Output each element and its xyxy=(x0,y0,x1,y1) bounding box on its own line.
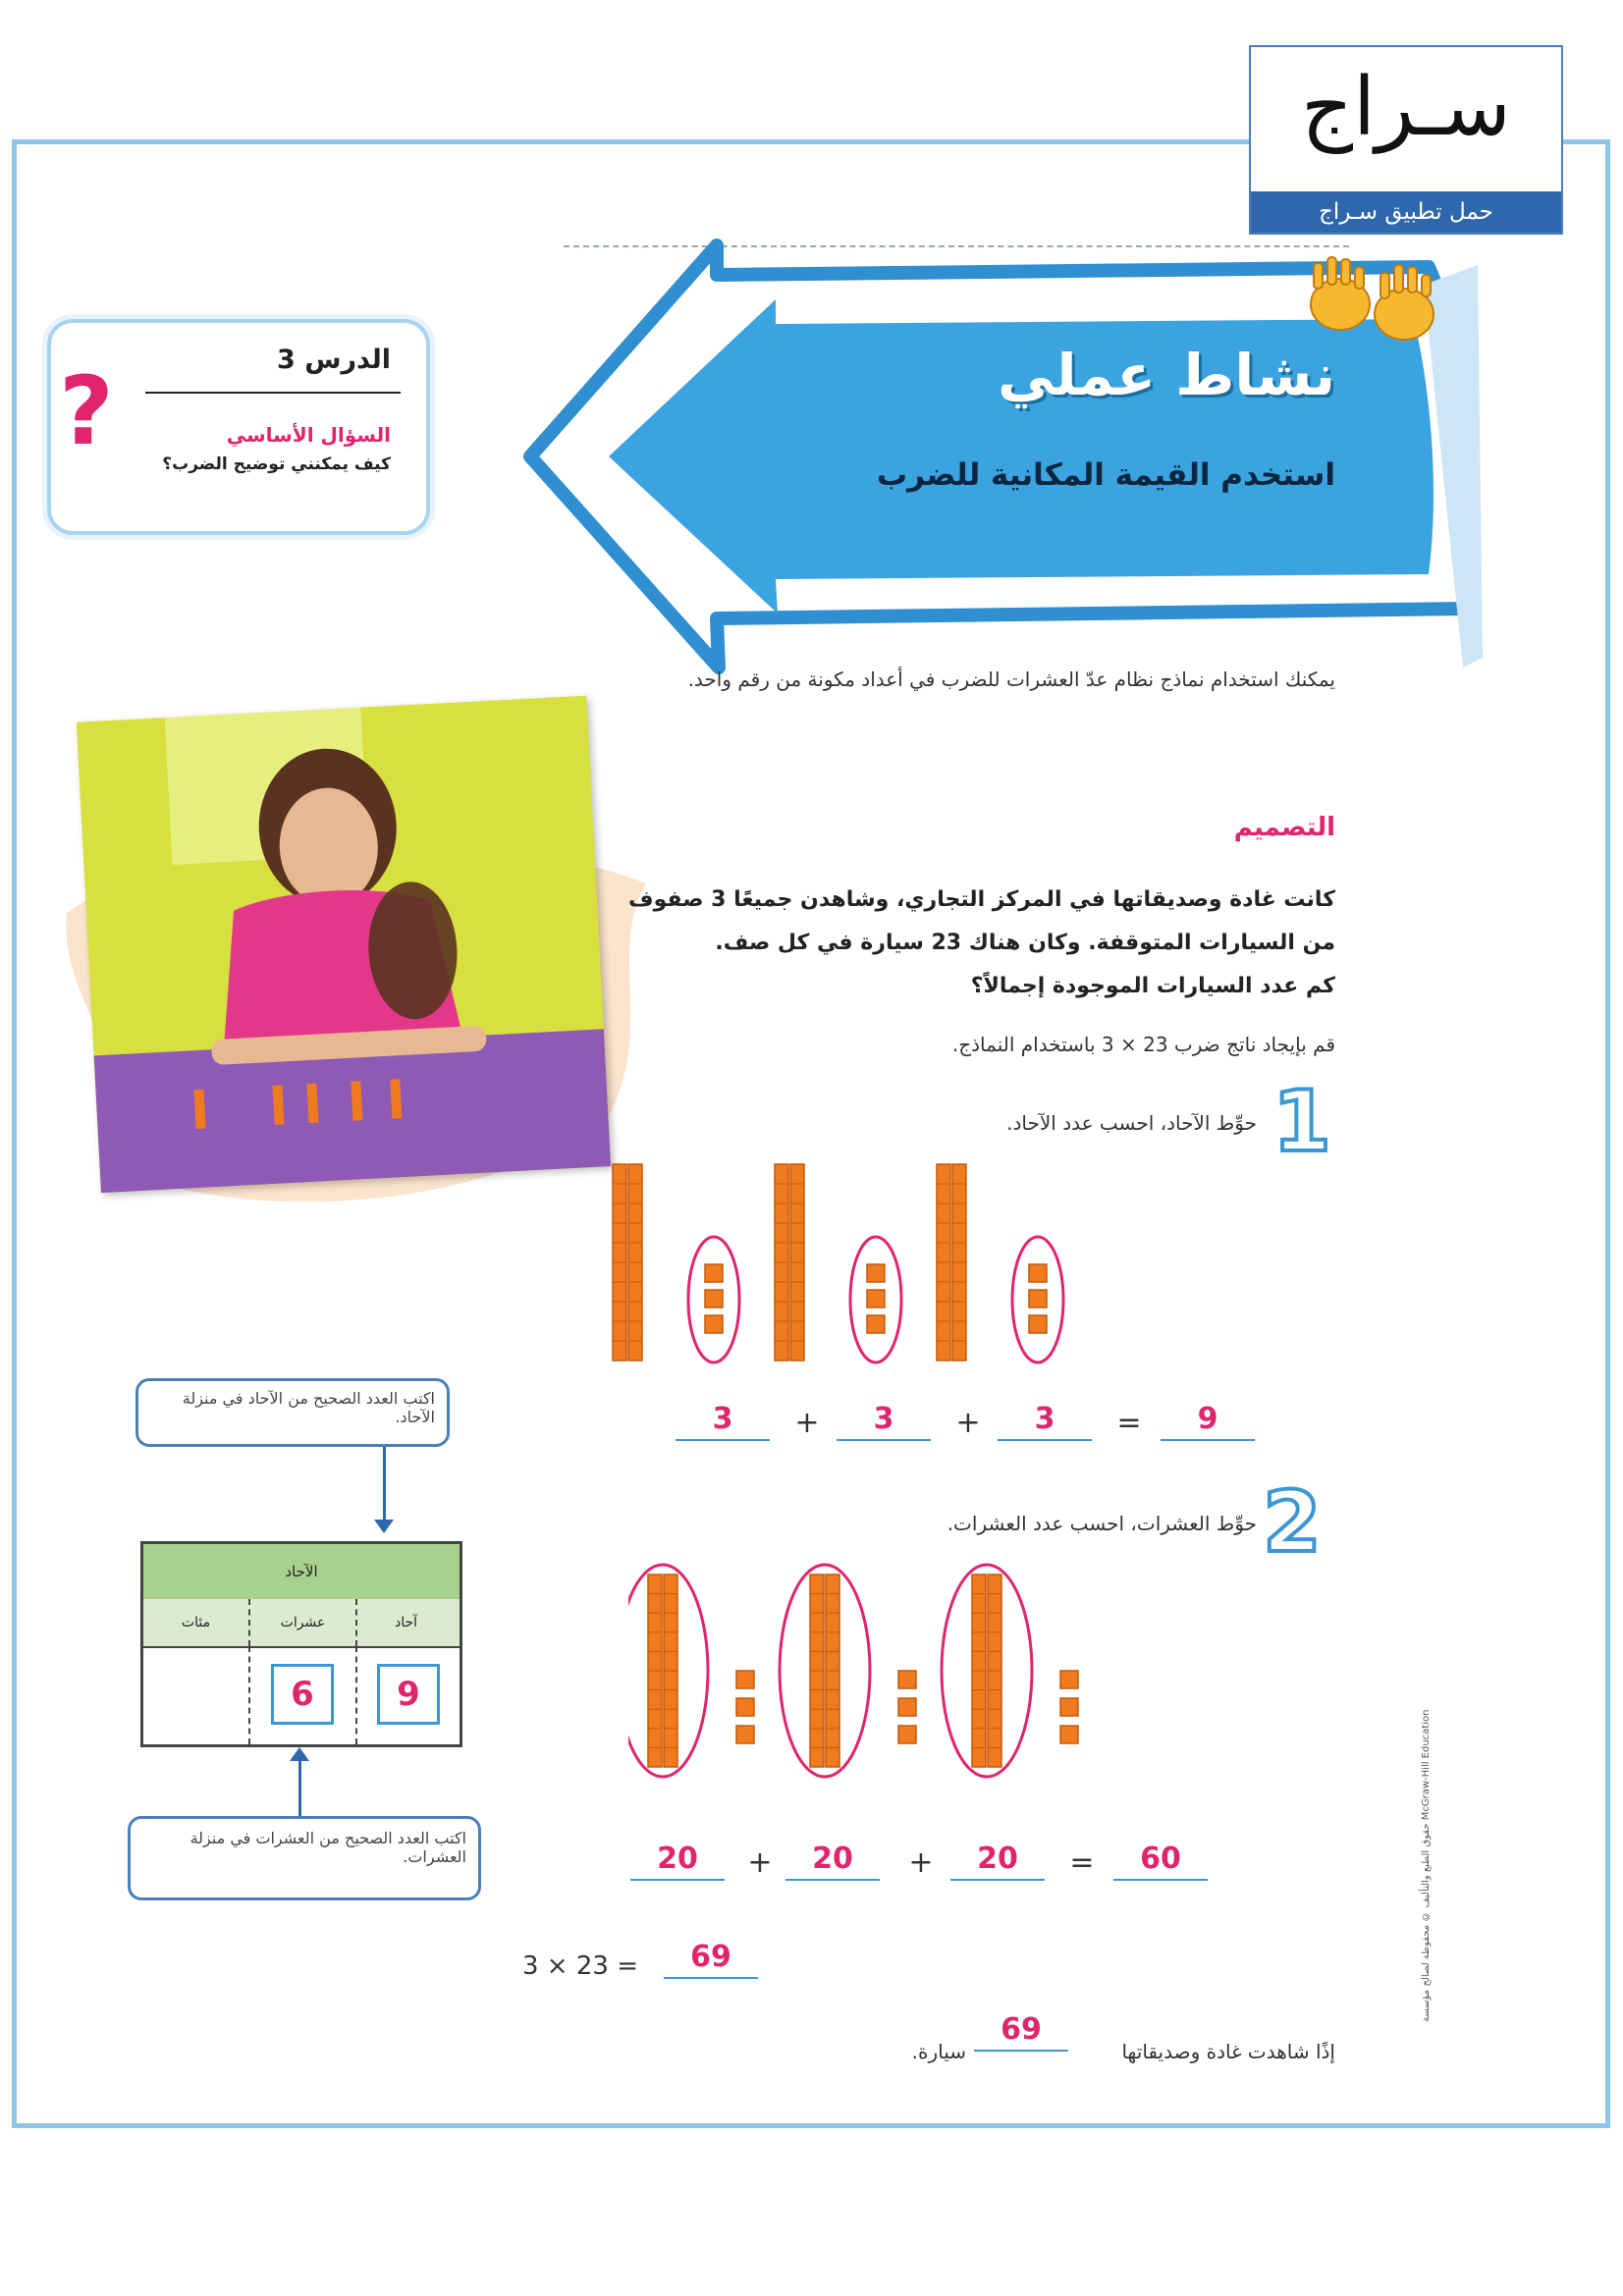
unit-cube xyxy=(867,1315,885,1333)
design-heading: التصميم xyxy=(1233,813,1335,842)
unit-cube xyxy=(705,1264,723,1282)
unit-cube xyxy=(898,1726,916,1743)
problem-line: كم عدد السيارات الموجودة إجمالاً؟ xyxy=(970,974,1335,998)
ones-sum-equation xyxy=(676,1402,1265,1449)
circled-group xyxy=(780,1565,870,1777)
tens-term[interactable]: 20 xyxy=(950,1842,1045,1881)
plus-sign: + xyxy=(955,1406,981,1440)
unit-cube xyxy=(1060,1698,1078,1716)
pv-col-ones: آحاد xyxy=(394,1615,418,1630)
unit-cube xyxy=(1029,1315,1047,1333)
lesson-card xyxy=(47,319,430,535)
plus-sign: + xyxy=(747,1845,773,1880)
unit-cube xyxy=(705,1315,723,1333)
step-2-number: 2 xyxy=(1263,1473,1322,1572)
conclusion-after: سيارة. xyxy=(911,2040,966,2063)
step-2-text: حوِّط العشرات، احسب عدد العشرات. xyxy=(947,1512,1257,1535)
ones-term[interactable]: 3 xyxy=(998,1402,1092,1441)
pv-divider xyxy=(355,1646,357,1744)
lesson-title: الدرس 3 xyxy=(277,345,391,375)
pv-column-headers xyxy=(143,1599,460,1648)
unit-cube xyxy=(898,1698,916,1716)
tens-term[interactable]: 20 xyxy=(630,1842,725,1881)
pv-col-tens: عشرات xyxy=(248,1599,357,1646)
unit-cube xyxy=(1029,1290,1047,1308)
base-ten-blocks-ones xyxy=(603,1162,1094,1378)
logo-word: سـراج xyxy=(1301,61,1511,154)
problem-line: من السيارات المتوقفة. وكان هناك 23 سيارة في كل صف. xyxy=(715,931,1335,955)
essential-question-text: كيف يمكنني توضيح الضرب؟ xyxy=(162,454,391,474)
pv-tens-box[interactable]: 6 xyxy=(271,1664,334,1725)
instruction-text: قم بإيجاد ناتج ضرب 23 × 3 باستخدام النماذج. xyxy=(951,1033,1335,1056)
arrow-up-line xyxy=(298,1757,301,1816)
note-tens: اكتب العدد الصحيح من العشرات في منزلة العشرات. xyxy=(128,1816,481,1900)
intro-text: يمكنك استخدام نماذج نظام عدّ العشرات للضرب في أعداد مكونة من رقم واحد. xyxy=(687,667,1335,691)
tens-term[interactable]: 20 xyxy=(785,1842,880,1881)
base-ten-blocks-tens xyxy=(628,1563,1119,1789)
banner-subtitle: استخدم القيمة المكانية للضرب xyxy=(876,457,1335,493)
tens-result[interactable]: 60 xyxy=(1113,1842,1208,1881)
ones-term[interactable]: 3 xyxy=(676,1402,770,1441)
pv-ones-box[interactable]: 9 xyxy=(377,1664,440,1725)
lesson-rule xyxy=(145,392,401,394)
copyright-side-text: حقوق الطبع والتأليف © محفوظة لصالح مؤسسة McGraw-Hill Education xyxy=(1421,1709,1432,2022)
pv-col-hundreds: مئات xyxy=(181,1615,211,1630)
unit-cube xyxy=(736,1671,754,1688)
arrow-up-icon xyxy=(290,1747,309,1761)
girl-photo xyxy=(77,696,611,1194)
problem-text xyxy=(609,879,1335,1008)
step-1-number: 1 xyxy=(1272,1073,1331,1171)
arrow-down-icon xyxy=(374,1520,394,1533)
unit-cube xyxy=(867,1290,885,1308)
conclusion-before: إذًا شاهدت غادة وصديقاتها xyxy=(1121,2040,1335,2063)
tens-sum-equation xyxy=(630,1842,1219,1889)
equals-sign: = xyxy=(1069,1845,1095,1880)
arrow-down-line xyxy=(383,1447,386,1525)
equals-sign: = xyxy=(1116,1406,1142,1440)
unit-cube xyxy=(1060,1726,1078,1743)
unit-cube xyxy=(1029,1264,1047,1282)
product-expression: 3 × 23 = xyxy=(522,1951,638,1981)
ones-result[interactable]: 9 xyxy=(1161,1402,1255,1441)
banner-title: نشاط عملي xyxy=(998,342,1335,408)
unit-cube xyxy=(898,1671,916,1688)
unit-cube xyxy=(736,1698,754,1716)
unit-cube xyxy=(1060,1671,1078,1688)
unit-cube xyxy=(736,1726,754,1743)
plus-sign: + xyxy=(794,1406,820,1440)
note-ones: اكتب العدد الصحيح من الآحاد في منزلة الآحاد. xyxy=(135,1378,450,1447)
pv-header: الآحاد xyxy=(143,1544,460,1601)
step-1-text: حوِّط الآحاد، احسب عدد الآحاد. xyxy=(1006,1111,1257,1135)
problem-line: كانت غادة وصديقاتها في المركز التجاري، وشاهدن جميعًا 3 صفوف xyxy=(628,887,1335,912)
essential-question-label: السؤال الأساسي xyxy=(226,423,391,447)
place-value-table xyxy=(140,1541,462,1747)
conclusion-answer[interactable]: 69 xyxy=(974,2012,1068,2052)
pv-divider xyxy=(248,1646,250,1744)
plus-sign: + xyxy=(908,1845,934,1880)
unit-cube xyxy=(867,1264,885,1282)
ones-term[interactable]: 3 xyxy=(837,1402,931,1441)
logo-band: حمل تطبيق سـراج xyxy=(1251,191,1561,233)
unit-cube xyxy=(705,1290,723,1308)
question-mark-icon: ? xyxy=(59,356,114,466)
product-answer[interactable]: 69 xyxy=(664,1940,758,1979)
circled-group xyxy=(942,1565,1032,1777)
